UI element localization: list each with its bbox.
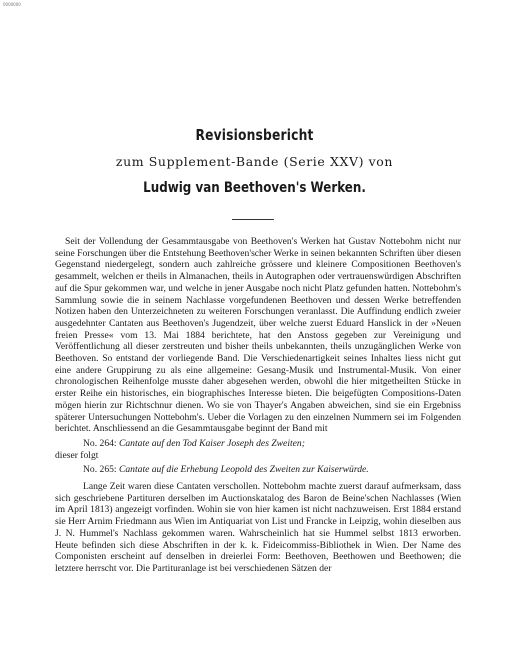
cantata-entry-264 [55,438,461,450]
document-title: Revisionsbericht [195,126,314,144]
document-body [55,236,461,575]
title-divider [232,219,274,220]
history-paragraph: Lange Zeit waren diese Cantaten verschollen. Nottebohm machte zuerst darauf aufmerksam, dass sich geschriebene Partituren derselben im Auctionskatalog des Baron de Beine'schen Nachlasses (Wien im April 1813) angezeigt vorfinden. Wohin sie von hier kamen ist nicht nachzuweisen. Erst 1884 erstand sie Herr Arnim Friedmann aus Wien im Antiquariat von List und Francke in Leipzig, wohin dieselben aus J. N. Hummel's Nachlass gekommen waren. Wahrscheinlich hat sie Hummel selbst 1813 erworben. Heute befinden sich diese Abschriften in der k. k. Fideicommiss-Bibliothek in Wien. Der Name des Componisten erscheint auf denselben in dreierlei Form: Beethoven, Beethowen und Beethowen; die letztere herrscht vor. Die Partituranlage ist bei verschiedenen Sätzen der [55,481,461,574]
entry-number: No. 265: [83,464,117,476]
intro-paragraph: Seit der Vollendung der Gesammtausgabe von Beethoven's Werken hat Gustav Nottebohm nicht nur seine Forschungen über die Entstehung Beethoven'scher Werke in seinen bekannten Schriften über diesen Gegenstand niedergelegt, sondern auch zahlreiche grössere und kleinere Compositionen Beethoven's gesammelt, welchen er theils in Almanachen, theils in Autographen oder vertrauenswürdigen Abschriften auf die Spur gekommen war, und welche in jener Ausgabe noch nicht Platz gefunden hatten. Nottebohm's Sammlung sowie die in seinem Nachlasse vorgefundenen Beethoven und dessen Werke betreffenden Notizen haben den Unterzeichneten zu weiteren Forschungen veranlasst. Die Auffindung endlich zweier ausgedehnter Cantaten aus Beethoven's Jugendzeit, über welche zuerst Eduard Hanslick in der »Neuen freien Presse« vom 13. Mai 1884 berichtete, hat den Anstoss gegeben zur Vereinigung und Veröffentlichung all dieser zerstreuten und bisher theils unbekannten, theils unzugänglichen Werke von Beethoven. So entstand der vorliegende Band. Die Verschiedenartigkeit seines Inhaltes liess nicht gut eine andere Gruppirung zu als eine allgemeine: Gesang-Musik und Instrumental-Musik. Von einer chronologischen Reihenfolge musste daher abgesehen werden, obwohl die hier mitgetheilten Stücke in erster Reihe ein historisches, ein biographisches Interesse bieten. Die beigefügten Compositions-Daten mögen hierin zur Richtschnur dienen. Wo sie von Thayer's Angaben abweichen, sind sie ein Ergebniss späterer Untersuchungen Nottebohm's. Ueber die Vorlagen zu den einzelnen Nummern sei im Folgenden berichtet. Anschliessend an die Gesammtausgabe beginnt der Band mit [55,236,461,435]
entry-title: Cantate auf die Erhebung Leopold des Zweiten zur Kaiserwürde. [118,464,369,476]
entry-title: Cantate auf den Tod Kaiser Joseph des Zweiten; [118,437,305,449]
entry-number: No. 264: [83,437,117,449]
corner-mark: 0000000 [3,2,21,7]
followed-by-text: dieser folgt [55,449,99,461]
cantata-entry-265 [55,464,461,476]
document-subtitle: zum Supplement-Bande (Serie XXV) von [115,154,394,169]
document-title-line2: Ludwig van Beethoven's Werken. [143,180,366,196]
